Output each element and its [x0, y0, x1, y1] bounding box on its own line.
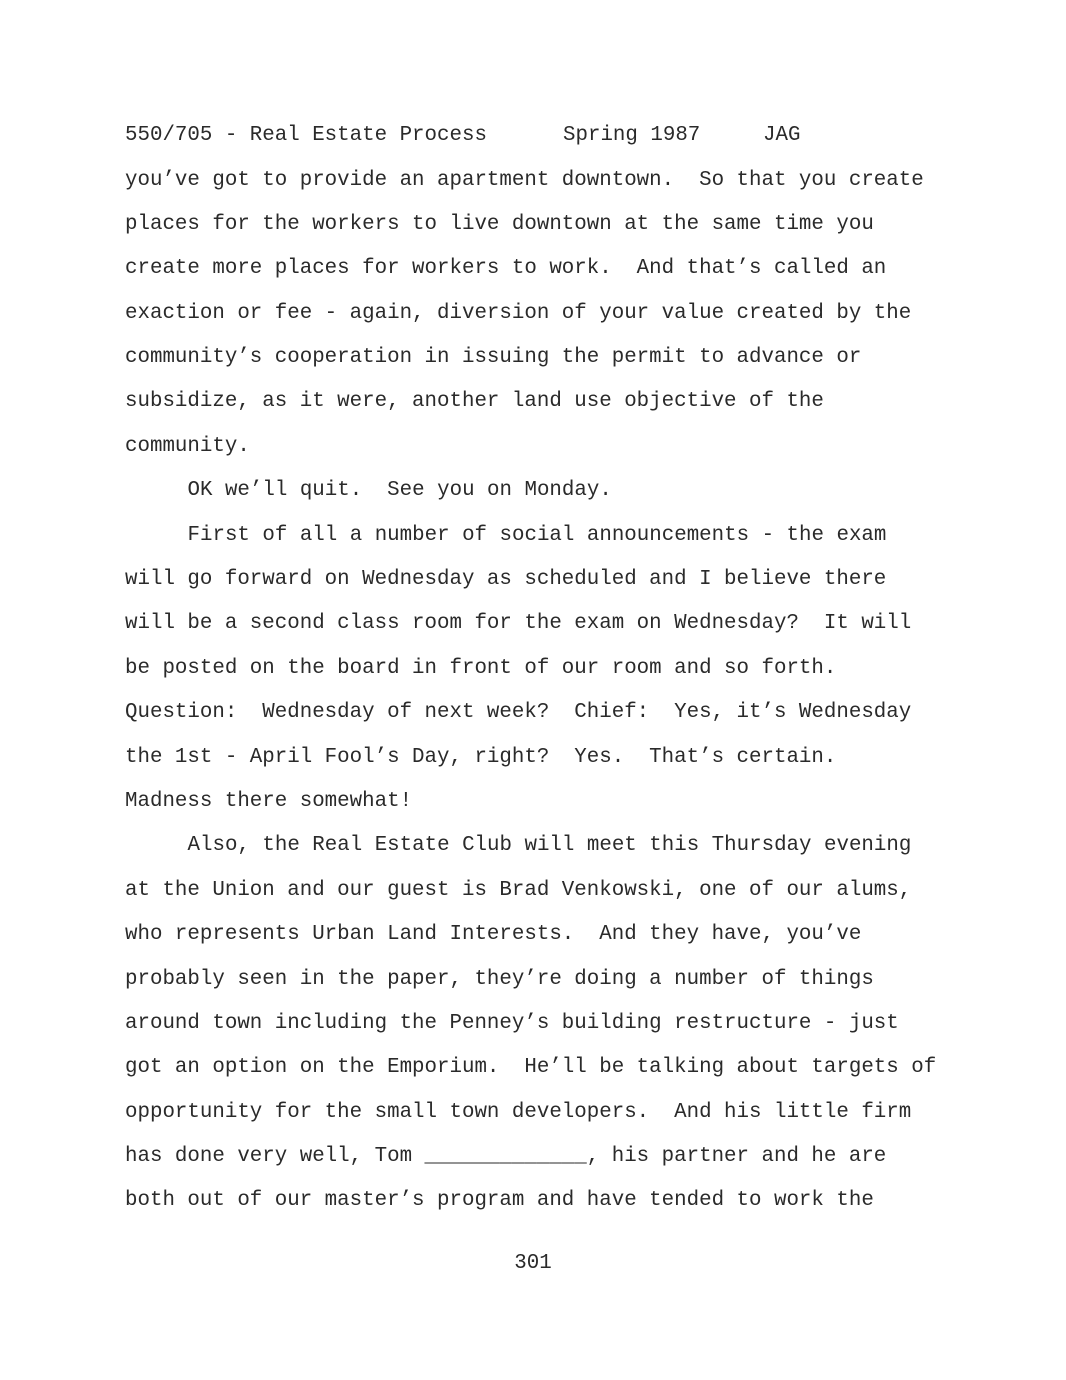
text-line: subsidize, as it were, another land use objective of the	[125, 390, 824, 414]
course-title: 550/705 - Real Estate Process	[125, 124, 487, 147]
text-line: Question: Wednesday of next week? Chief: Yes, it’s Wednesday	[125, 701, 912, 725]
text-line: community’s cooperation in issuing the permit to advance or	[125, 346, 862, 370]
text-line: probably seen in the paper, they’re doing a number of things	[125, 967, 874, 991]
transcript-body	[125, 167, 936, 1232]
text-line: will go forward on Wednesday as scheduled and I believe there	[125, 568, 887, 592]
text-line: opportunity for the small town developers. And his little firm	[125, 1100, 912, 1124]
paragraph-start-line: Also, the Real Estate Club will meet this Thursday evening	[187, 834, 912, 858]
text-line: create more places for workers to work. And that’s called an	[125, 257, 887, 281]
page-number: 301	[514, 1252, 552, 1275]
text-line: places for the workers to live downtown at the same time you	[125, 212, 874, 236]
page-header	[125, 122, 800, 150]
text-line: at the Union and our guest is Brad Venkowski, one of our alums,	[125, 878, 912, 902]
paragraph-start-line: OK we’ll quit. See you on Monday.	[187, 479, 612, 503]
text-line: be posted on the board in front of our room and so forth.	[125, 656, 837, 680]
text-line: both out of our master’s program and have tended to work the	[125, 1189, 874, 1213]
term-label: Spring 1987	[563, 124, 701, 147]
text-line: the 1st - April Fool’s Day, right? Yes. That’s certain.	[125, 745, 837, 769]
text-line: exaction or fee - again, diversion of your value created by the	[125, 301, 912, 325]
text-line: got an option on the Emporium. He’ll be talking about targets of	[125, 1056, 937, 1080]
text-line: has done very well, Tom _____________, his partner and he are	[125, 1145, 887, 1169]
text-line: Madness there somewhat!	[125, 789, 413, 813]
text-line: who represents Urban Land Interests. And they have, you’ve	[125, 923, 862, 947]
text-line: community.	[125, 434, 250, 458]
text-line: you’ve got to provide an apartment downtown. So that you create	[125, 168, 924, 192]
text-line: will be a second class room for the exam on Wednesday? It will	[125, 612, 912, 636]
text-line: around town including the Penney’s building restructure - just	[125, 1011, 899, 1035]
paragraph-start-line: First of all a number of social announcements - the exam	[187, 523, 887, 547]
author-initials: JAG	[763, 124, 801, 147]
